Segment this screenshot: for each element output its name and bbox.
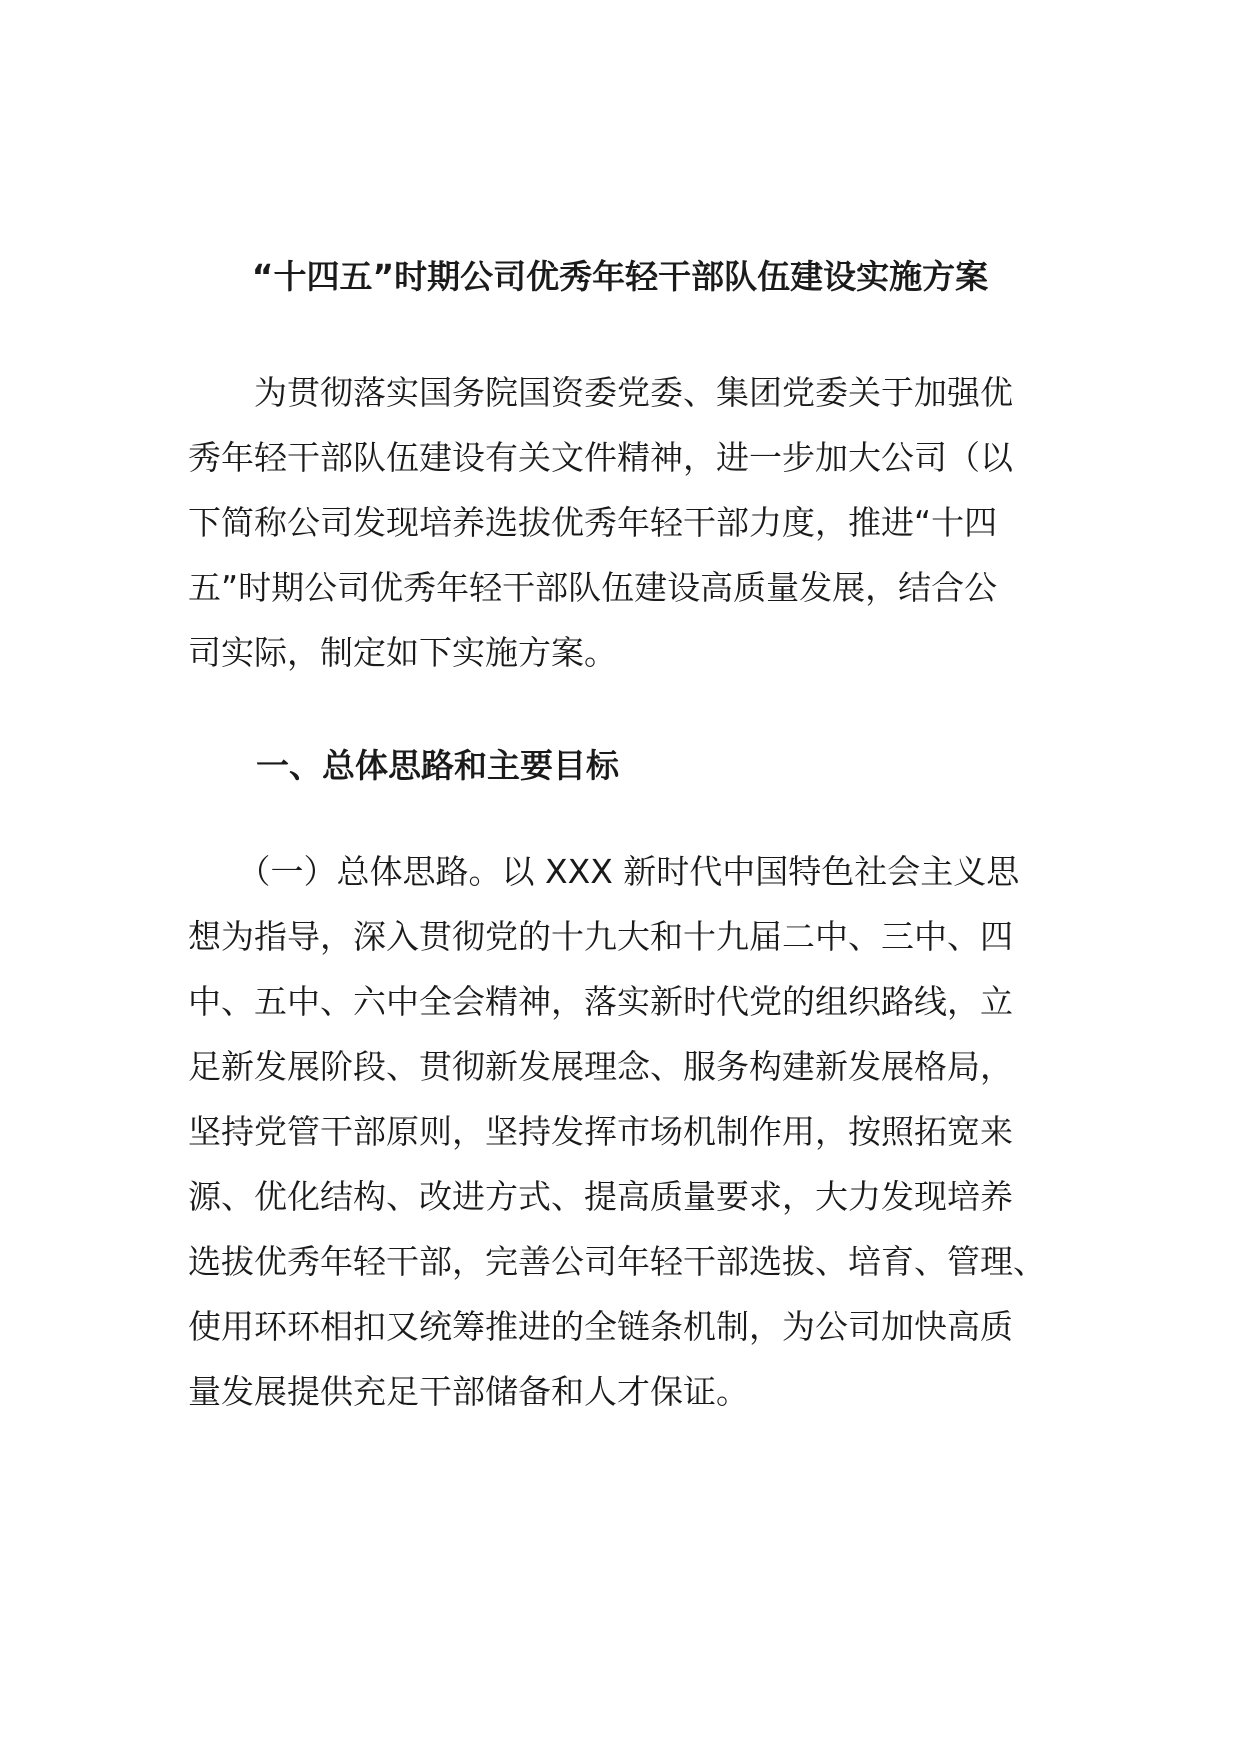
section-heading: 一、总体思路和主要目标 [256, 746, 619, 785]
paragraph-line: 使用环环相扣又统筹推进的全链条机制，为公司加快高质 [188, 1307, 1013, 1346]
paragraph-line: 司实际，制定如下实施方案。 [188, 633, 617, 672]
paragraph-line: 五”时期公司优秀年轻干部队伍建设高质量发展，结合公 [188, 568, 998, 607]
section-paragraph [188, 839, 1058, 1424]
paragraph-line: 中、五中、六中全会精神，落实新时代党的组织路线，立 [188, 982, 1013, 1021]
paragraph-line: 为贯彻落实国务院国资委党委、集团党委关于加强优 [188, 373, 1013, 412]
paragraph-line: 坚持党管干部原则，坚持发挥市场机制作用，按照拓宽来 [188, 1112, 1013, 1151]
paragraph-line: 足新发展阶段、贯彻新发展理念、服务构建新发展格局， [188, 1047, 1013, 1086]
paragraph-line: 秀年轻干部队伍建设有关文件精神，进一步加大公司（以 [188, 438, 1013, 477]
intro-paragraph [188, 360, 1058, 685]
paragraph-line: 量发展提供充足干部储备和人才保证。 [188, 1372, 749, 1411]
paragraph-line: 源、优化结构、改进方式、提高质量要求，大力发现培养 [188, 1177, 1013, 1216]
paragraph-line: 选拔优秀年轻干部，完善公司年轻干部选拔、培育、管理、 [188, 1242, 1046, 1281]
paragraph-line: （一）总体思路。以 XXX 新时代中国特色社会主义思 [188, 852, 1020, 891]
paragraph-line: 下简称公司发现培养选拔优秀年轻干部力度，推进“十四 [188, 503, 998, 542]
paragraph-line: 想为指导，深入贯彻党的十九大和十九届二中、三中、四 [188, 917, 1013, 956]
document-title: “十四五”时期公司优秀年轻干部队伍建设实施方案 [251, 257, 989, 296]
